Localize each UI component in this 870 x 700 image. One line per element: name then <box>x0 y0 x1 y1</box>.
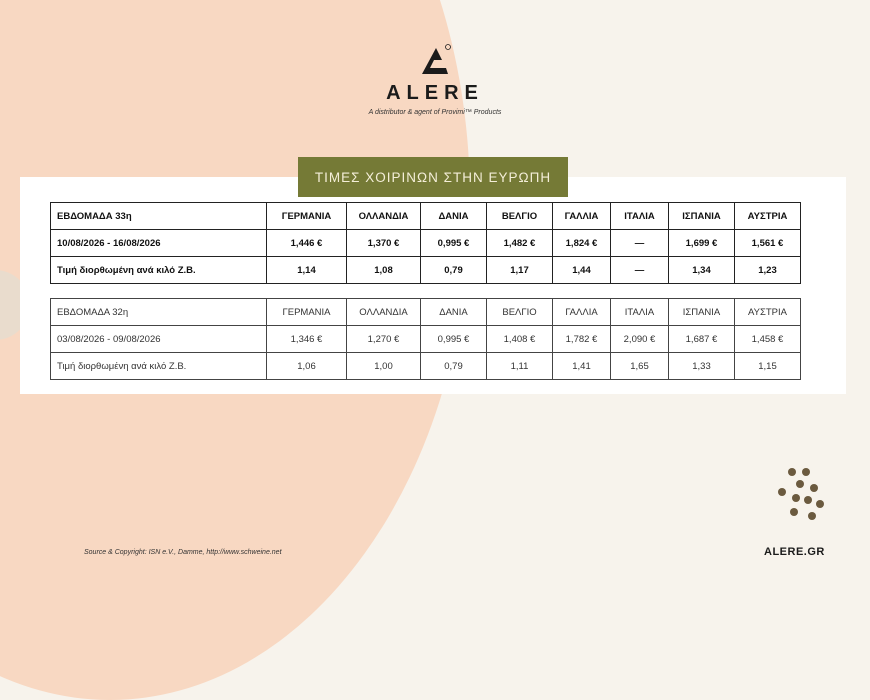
source-note: Source & Copyright: ISN e.V., Damme, http://www.schweine.net <box>84 549 282 556</box>
table-cell: 1,11 <box>487 353 553 380</box>
table-cell: 0,995 € <box>421 326 487 353</box>
table-cell: — <box>611 257 669 284</box>
table-row <box>51 353 801 380</box>
table-cell: 1,699 € <box>669 230 735 257</box>
date-range: 03/08/2026 - 09/08/2026 <box>51 326 267 353</box>
table-cell: 0,79 <box>421 353 487 380</box>
table-header-row <box>51 203 801 230</box>
table-row <box>51 230 801 257</box>
table-cell: 1,44 <box>553 257 611 284</box>
table-row <box>51 326 801 353</box>
column-header: ΙΤΑΛΙΑ <box>611 299 669 326</box>
page-title: ΤΙΜΕΣ ΧΟΙΡΙΝΩΝ ΣΤΗΝ ΕΥΡΩΠΗ <box>298 157 568 197</box>
table-cell: 1,65 <box>611 353 669 380</box>
table-cell: 1,06 <box>267 353 347 380</box>
column-header: ΑΥΣΤΡΙΑ <box>735 203 801 230</box>
table-cell: 1,33 <box>669 353 735 380</box>
column-header: ΟΛΛΑΝΔΙΑ <box>347 299 421 326</box>
table-cell: 1,00 <box>347 353 421 380</box>
table-cell: 1,14 <box>267 257 347 284</box>
table-cell: 0,79 <box>421 257 487 284</box>
week-label: ΕΒΔΟΜΑΔΑ 32η <box>51 299 267 326</box>
table-cell: 1,782 € <box>553 326 611 353</box>
column-header: ΙΣΠΑΝΙΑ <box>669 299 735 326</box>
table-cell: 1,561 € <box>735 230 801 257</box>
table-cell: 1,687 € <box>669 326 735 353</box>
table-cell: 1,458 € <box>735 326 801 353</box>
table-cell: 1,23 <box>735 257 801 284</box>
row-label: Τιμή διορθωμένη ανά κιλό Ζ.Β. <box>51 257 267 284</box>
dots-logo-icon <box>774 466 830 526</box>
date-range: 10/08/2026 - 16/08/2026 <box>51 230 267 257</box>
column-header: ΓΕΡΜΑΝΙΑ <box>267 299 347 326</box>
table-cell: — <box>611 230 669 257</box>
table-cell: 1,370 € <box>347 230 421 257</box>
table-cell: 1,17 <box>487 257 553 284</box>
week33-table <box>50 202 801 284</box>
column-header: ΙΤΑΛΙΑ <box>611 203 669 230</box>
table-header-row <box>51 299 801 326</box>
column-header: ΒΕΛΓΙΟ <box>487 203 553 230</box>
table-cell: 1,15 <box>735 353 801 380</box>
column-header: ΑΥΣΤΡΙΑ <box>735 299 801 326</box>
website-link[interactable]: ALERE.GR <box>764 546 825 558</box>
column-header: ΔΑΝΙΑ <box>421 299 487 326</box>
logo-tagline: A distributor & agent of Provimi™ Products <box>368 109 502 116</box>
table-cell: 1,408 € <box>487 326 553 353</box>
column-header: ΟΛΛΑΝΔΙΑ <box>347 203 421 230</box>
table-row <box>51 257 801 284</box>
column-header: ΒΕΛΓΙΟ <box>487 299 553 326</box>
table-cell: 1,08 <box>347 257 421 284</box>
table-cell: 2,090 € <box>611 326 669 353</box>
table-cell: 1,270 € <box>347 326 421 353</box>
table-cell: 1,346 € <box>267 326 347 353</box>
table-cell: 1,34 <box>669 257 735 284</box>
alere-logo-icon <box>418 42 452 76</box>
column-header: ΓΑΛΛΙΑ <box>553 299 611 326</box>
table-cell: 1,482 € <box>487 230 553 257</box>
week32-table <box>50 298 801 380</box>
table-cell: 1,41 <box>553 353 611 380</box>
week-label: ΕΒΔΟΜΑΔΑ 33η <box>51 203 267 230</box>
row-label: Τιμή διορθωμένη ανά κιλό Ζ.Β. <box>51 353 267 380</box>
table-cell: 1,824 € <box>553 230 611 257</box>
logo <box>0 42 870 116</box>
logo-text: ALERE <box>386 82 484 104</box>
column-header: ΓΑΛΛΙΑ <box>553 203 611 230</box>
column-header: ΓΕΡΜΑΝΙΑ <box>267 203 347 230</box>
table-cell: 1,446 € <box>267 230 347 257</box>
column-header: ΔΑΝΙΑ <box>421 203 487 230</box>
table-cell: 0,995 € <box>421 230 487 257</box>
column-header: ΙΣΠΑΝΙΑ <box>669 203 735 230</box>
